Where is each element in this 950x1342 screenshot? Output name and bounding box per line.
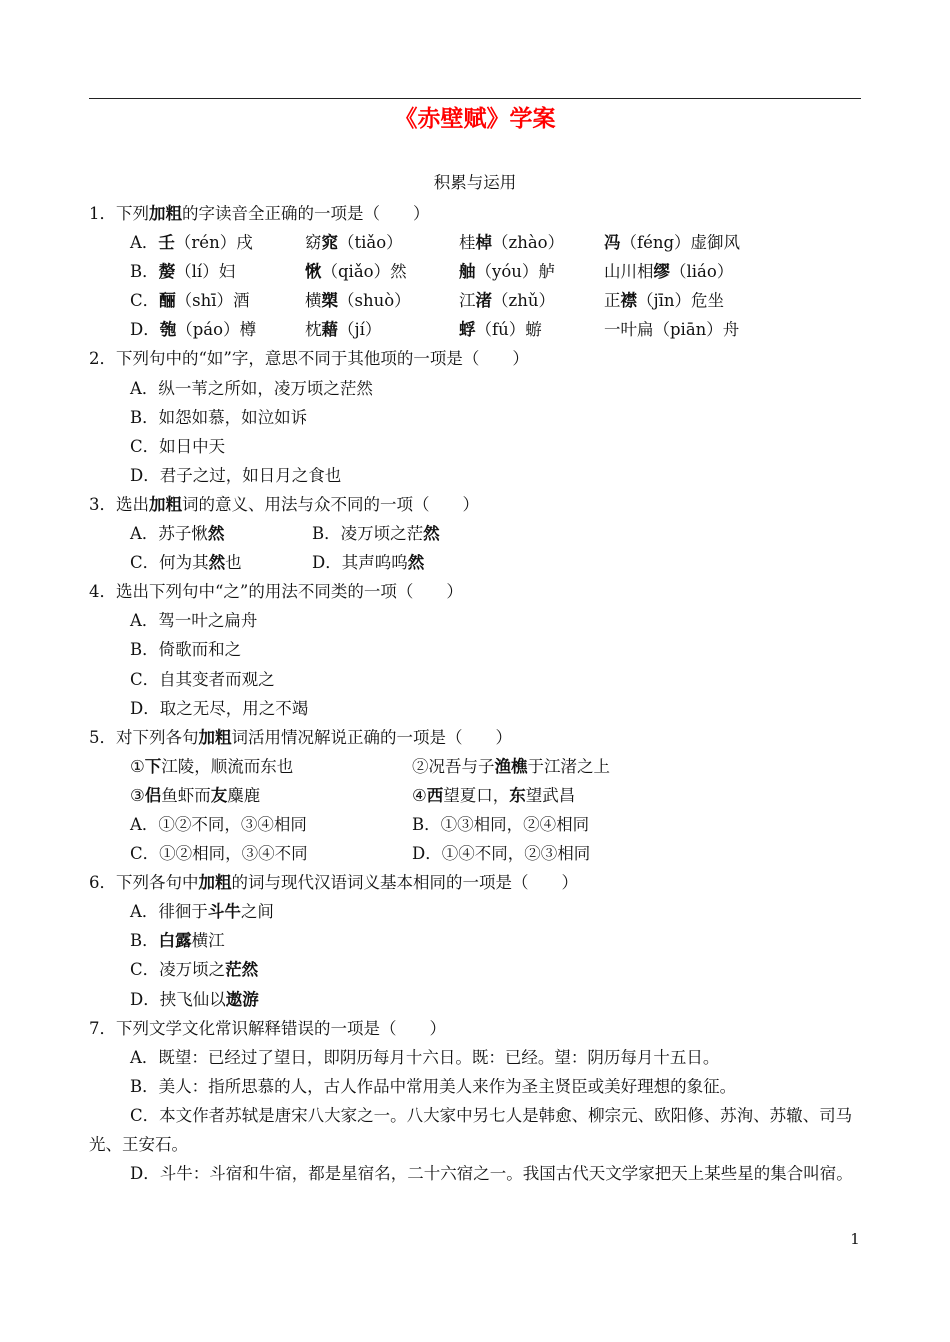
- question-2-option-d: D．君子之过，如日月之食也: [130, 465, 342, 485]
- question-6-option-c: C．凌万顷之茫然: [130, 960, 259, 980]
- question-5-sentence-2: ②况吾与子渔樵于江渚之上: [412, 756, 610, 776]
- question-6-option-b: B．白露横江: [130, 931, 225, 951]
- question-5-options-cd: [89, 839, 861, 868]
- question-7-option-c: C．本文作者苏轼是唐宋八大家之一。八大家中另七人是韩愈、柳宗元、欧阳修、苏洵、苏辙、司马光、王安石。: [89, 1105, 853, 1154]
- question-5-option-a: A．①②不同，③④相同: [130, 814, 307, 834]
- question-4-option-d: D．取之无尽，用之不竭: [130, 698, 309, 718]
- question-5-sentence-4: ④西望夏口，东望武昌: [412, 785, 576, 805]
- question-5-options-ab: [89, 810, 861, 839]
- question-3-options-cd: [89, 548, 861, 577]
- question-1-option-a: A．壬（rén）戌 窈窕（tiǎo） 桂棹（zhào） 冯（féng）虚御风: [130, 233, 741, 253]
- question-1-option-c: C．酾（shī）酒 横槊（shuò） 江渚（zhǔ） 正襟（jīn）危坐: [130, 291, 725, 311]
- question-2-stem: 2．下列句中的“如”字，意思不同于其他项的一项是（ ）: [89, 349, 529, 369]
- question-3-option-c: C．何为其然也: [130, 553, 242, 573]
- question-2-option-c: C．如日中天: [130, 436, 226, 456]
- question-4-option-b: B．倚歌而和之: [130, 640, 242, 660]
- question-5-sentence-1: ①下江陵，顺流而东也: [130, 756, 294, 776]
- question-7-option-a: A．既望：已经过了望日，即阴历每月十六日。既：已经。望：阴历每月十五日。: [130, 1047, 720, 1067]
- question-list: [89, 199, 861, 1188]
- question-5-sentences-12: [89, 752, 861, 781]
- question-1-stem: 1．下列加粗的字读音全正确的一项是（ ）: [89, 204, 430, 223]
- question-2-option-a: A．纵一苇之所如，凌万顷之茫然: [130, 378, 373, 398]
- page-number: 1: [850, 1230, 860, 1248]
- question-4-option-c: C．自其变者而观之: [130, 669, 275, 689]
- question-7-option-d: D．斗牛：斗宿和牛宿，都是星宿名，二十六宿之一。我国古代天文学家把天上某些星的集合叫宿。: [130, 1164, 853, 1184]
- question-5-option-c: C．①②相同，③④不同: [130, 844, 308, 864]
- question-5-option-d: D．①④不同，②③相同: [412, 844, 591, 864]
- question-4-option-a: A．驾一叶之扁舟: [130, 611, 258, 631]
- question-5-stem: 5．对下列各句加粗词活用情况解说正确的一项是（ ）: [89, 727, 512, 747]
- question-3-option-d: D．其声呜呜然: [312, 553, 425, 573]
- question-6-option-d: D．挟飞仙以遨游: [130, 989, 259, 1009]
- document-title: 《赤壁赋》学案: [394, 106, 556, 132]
- question-5-sentences-34: [89, 781, 861, 810]
- question-3-options-ab: [89, 519, 861, 548]
- question-3-stem: 3．选出加粗词的意义、用法与众不同的一项（ ）: [89, 494, 479, 514]
- question-5-sentence-3: ③侣鱼虾而友麋鹿: [130, 785, 261, 805]
- question-4-stem: 4．选出下列句中“之”的用法不同类的一项（ ）: [89, 582, 463, 602]
- question-3-option-b: B．凌万顷之茫然: [312, 524, 440, 544]
- question-6-stem: 6．下列各句中加粗的词与现代汉语词义基本相同的一项是（ ）: [89, 873, 578, 893]
- question-3-option-a: A．苏子愀然: [130, 524, 225, 544]
- header-rule: [89, 98, 861, 99]
- question-7-stem: 7．下列文学文化常识解释错误的一项是（ ）: [89, 1018, 446, 1038]
- question-5-option-b: B．①③相同，②④相同: [412, 814, 590, 834]
- question-1-option-b: B．嫠（lí）妇 愀（qiǎo）然 舳（yóu）舻 山川相缪（liáo）: [130, 262, 734, 282]
- question-6-option-a: A．徘徊于斗牛之间: [130, 902, 274, 922]
- section-heading: 积累与运用: [433, 173, 517, 192]
- question-2-option-b: B．如怨如慕，如泣如诉: [130, 407, 308, 427]
- question-7-option-b: B．美人：指所思慕的人，古人作品中常用美人来作为圣主贤臣或美好理想的象征。: [130, 1076, 737, 1096]
- question-1-option-d: D．匏（páo）樽 枕藉（jí） 蜉（fú）蝣 一叶扁（piān）舟: [130, 320, 740, 340]
